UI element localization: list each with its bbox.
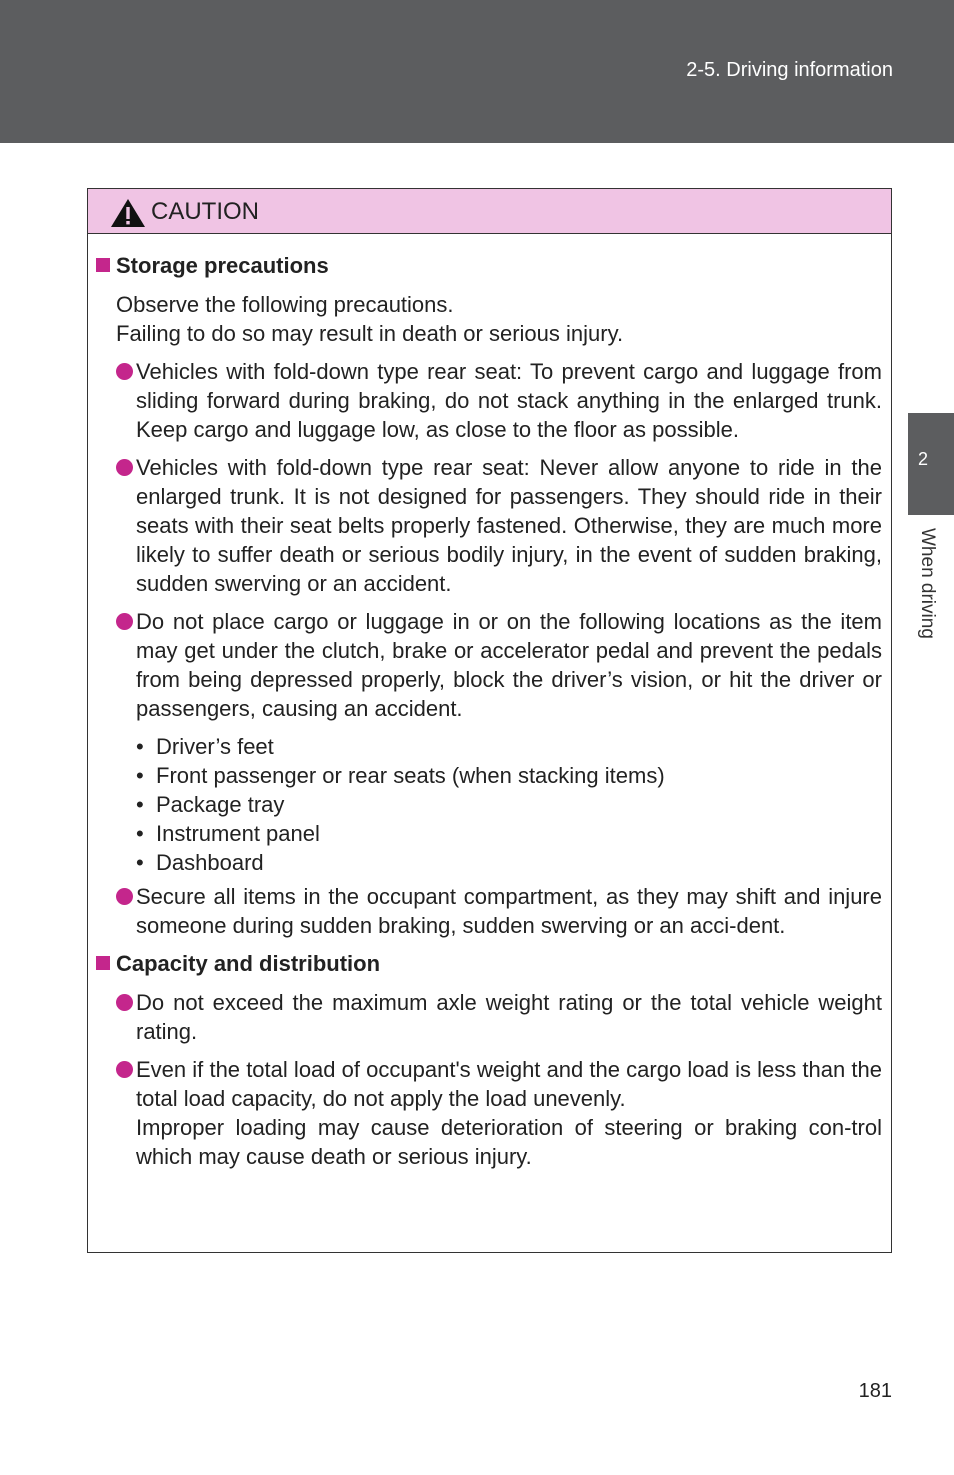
list-item-text: Secure all items in the occupant compartment, as they may shift and injure someone during sudden braking, sudden swerving or an acci-dent.	[136, 884, 882, 938]
intro-text	[116, 290, 882, 348]
list-item	[88, 1055, 882, 1171]
location-item: • Driver’s feet	[136, 732, 882, 761]
intro-line: Observe the following precautions.	[116, 292, 454, 317]
list-item	[88, 453, 882, 598]
section-heading-capacity	[88, 949, 882, 978]
list-item-text: Do not exceed the maximum axle weight rating or the total vehicle weight rating.	[136, 990, 882, 1044]
circle-bullet-icon	[116, 994, 133, 1011]
list-item-text: Improper loading may cause deterioration of steering or braking con-trol which may cause death or serious injury.	[136, 1115, 882, 1169]
list-item-text: Vehicles with fold-down type rear seat: Never allow anyone to ride in the enlarged trunk. It is not designed for passengers. They should ride in their seats with their seat belts properly fastened. Otherwise, they are much more likely to suffer death or serious bodily injury, in the event of sudden braking, sudden swerving or an accident.	[136, 455, 882, 596]
header-band	[0, 0, 954, 143]
circle-bullet-icon	[116, 888, 133, 905]
page-number: 181	[858, 1380, 892, 1402]
list-item-text: Vehicles with fold-down type rear seat: To prevent cargo and luggage from sliding forward during braking, do not stack anything in the enlarged trunk. Keep cargo and luggage low, as close to the floor as possible.	[136, 359, 882, 442]
caution-body	[88, 234, 891, 1171]
list-item	[88, 882, 882, 940]
section-heading-storage	[88, 251, 882, 280]
list-item-text: Do not place cargo or luggage in or on the following locations as the item may get under the clutch, brake or accelerator pedal and prevent the pedals from being depressed properly, block the driver’s vision, or hit the driver or passengers, causing an accident.	[136, 609, 882, 721]
intro-line: Failing to do so may result in death or serious injury.	[116, 321, 624, 346]
list-item	[88, 607, 882, 723]
list-item	[88, 357, 882, 444]
chapter-number: 2	[917, 449, 928, 469]
section-heading-text: Storage precautions	[116, 253, 329, 278]
square-bullet-icon	[96, 956, 110, 970]
chapter-tab	[908, 413, 954, 515]
list-item	[88, 988, 882, 1046]
location-item: • Dashboard	[136, 848, 882, 877]
location-item: • Instrument panel	[136, 819, 882, 848]
circle-bullet-icon	[116, 1061, 133, 1078]
location-list	[88, 732, 882, 877]
square-bullet-icon	[96, 258, 110, 272]
location-item: • Front passenger or rear seats (when stacking items)	[136, 761, 882, 790]
circle-bullet-icon	[116, 459, 133, 476]
location-item: • Package tray	[136, 790, 882, 819]
warning-triangle-icon	[110, 198, 146, 228]
chapter-label: When driving	[917, 528, 938, 639]
list-item-text: Even if the total load of occupant's weight and the cargo load is less than the total load capacity, do not apply the load unevenly.	[136, 1057, 882, 1111]
caution-header	[88, 189, 891, 234]
section-heading-text: Capacity and distribution	[116, 951, 381, 976]
circle-bullet-icon	[116, 363, 133, 380]
section-title: 2-5. Driving information	[686, 59, 893, 81]
circle-bullet-icon	[116, 613, 133, 630]
caution-box	[87, 188, 892, 1253]
caution-label: CAUTION	[151, 198, 259, 225]
